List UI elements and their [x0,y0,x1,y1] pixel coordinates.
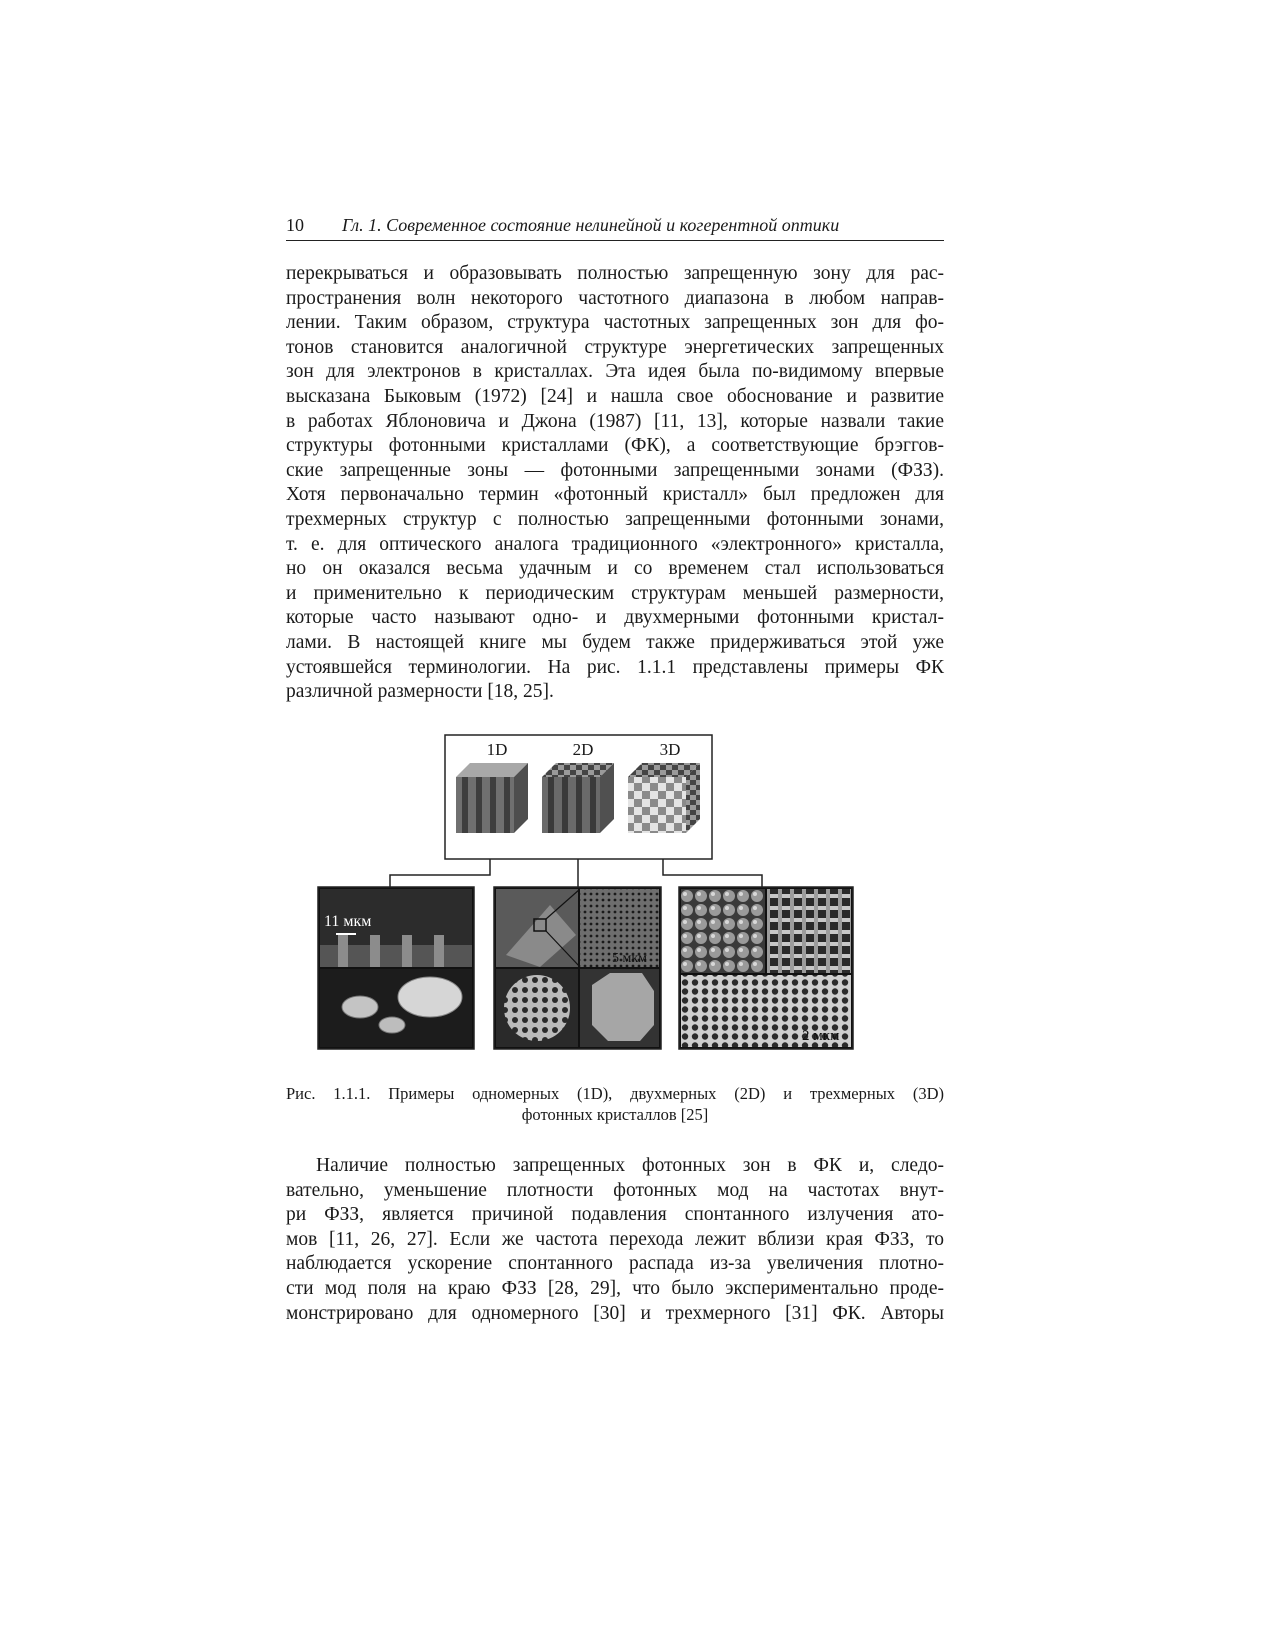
connector-lines [390,859,762,887]
chapter-title: Гл. 1. Современное состояние нелинейной и когерентной оптики [342,215,840,235]
label-1d: 1D [486,740,508,759]
scale-label-3d: 2 мкм [802,1028,840,1044]
text-line: зон для электронов в кристаллах. Эта идея была по-видимому впервые [286,361,944,383]
page-number: 10 [286,215,304,235]
text-line: т. е. для оптического аналога традиционного «электронного» кристалла, [286,533,944,555]
paragraph-2 [286,1154,944,1326]
text-line: тонов становится аналогичной структуре энергетических запрещенных [286,336,944,358]
text-line: Хотя первоначально термин «фотонный кристалл» был предложен для [286,484,944,506]
text-line: трехмерных структур с полностью запрещенными фотонными зонами, [286,508,944,530]
text-line: сти мод поля на краю ФЗЗ [28, 29], что было экспериментально проде- [286,1277,944,1299]
text-line: монстрировано для одномерного [30] и трехмерного [31] ФК. Авторы [286,1302,944,1324]
text-line: ри ФЗЗ, является причиной подавления спонтанного излучения ато- [286,1204,944,1226]
photo-panel-3d [679,887,853,1049]
text-line: и применительно к периодическим структурам меньшей размерности, [286,582,944,604]
running-head [286,212,944,241]
caption-line: фотонных кристаллов [25] [521,1105,709,1124]
text-line: устоявшейся терминологии. На рис. 1.1.1 представлены примеры ФК [286,656,944,678]
scale-label-1d: 11 мкм [324,913,372,930]
caption-line: Рис. 1.1.1. Примеры одномерных (1D), двухмерных (2D) и трехмерных (3D) [286,1084,944,1103]
photo-panel-2d [494,887,661,1049]
label-3d: 3D [659,740,681,759]
text-line: структуры фотонными кристаллами (ФК), а соответствующие брэггов- [286,435,944,457]
text-line: Наличие полностью запрещенных фотонных зон в ФК и, следо- [316,1155,944,1176]
text-line: различной размерности [18, 25]. [286,681,554,703]
cube-2d [542,763,614,833]
text-line: ские запрещенные зоны — фотонными запрещенными зонами (ФЗЗ). [286,459,944,481]
text-line: перекрываться и образовывать полностью запрещенную зону для рас- [286,263,944,284]
text-line: в работах Яблоновича и Джона (1987) [11, 13], которые назвали такие [286,410,944,432]
text-line: которые часто называют одно- и двухмерными фотонными кристал- [286,607,944,629]
text-line: наблюдается ускорение спонтанного распада из-за увеличения плотно- [286,1253,944,1275]
figure-photonic-crystals [324,735,900,1065]
text-line: пространения волн некоторого частотного диапазона в любом направ- [286,287,944,309]
text-line: но он оказался весьма удачным и со временем стал использоваться [286,558,944,580]
paragraph-1 [286,262,944,705]
text-line: лами. В настоящей книге мы будем также придерживаться этой уже [286,631,944,653]
text-line: вательно, уменьшение плотности фотонных мод на частотах внут- [286,1179,944,1201]
label-2d: 2D [572,740,594,759]
photo-panel-1d [318,887,474,1049]
cube-1d [456,763,528,833]
figure-caption [286,1083,944,1125]
scale-label-2d: 5 мкм [612,951,648,966]
text-line: мов [11, 26, 27]. Если же частота перехода лежит вблизи края ФЗЗ, то [286,1228,944,1250]
text-line: высказана Быковым (1972) [24] и нашла свое обоснование и развитие [286,385,944,407]
text-line: лении. Таким образом, структура частотных запрещенных зон для фо- [286,312,944,334]
cube-3d [628,763,700,833]
figure-graphic [324,735,900,1065]
